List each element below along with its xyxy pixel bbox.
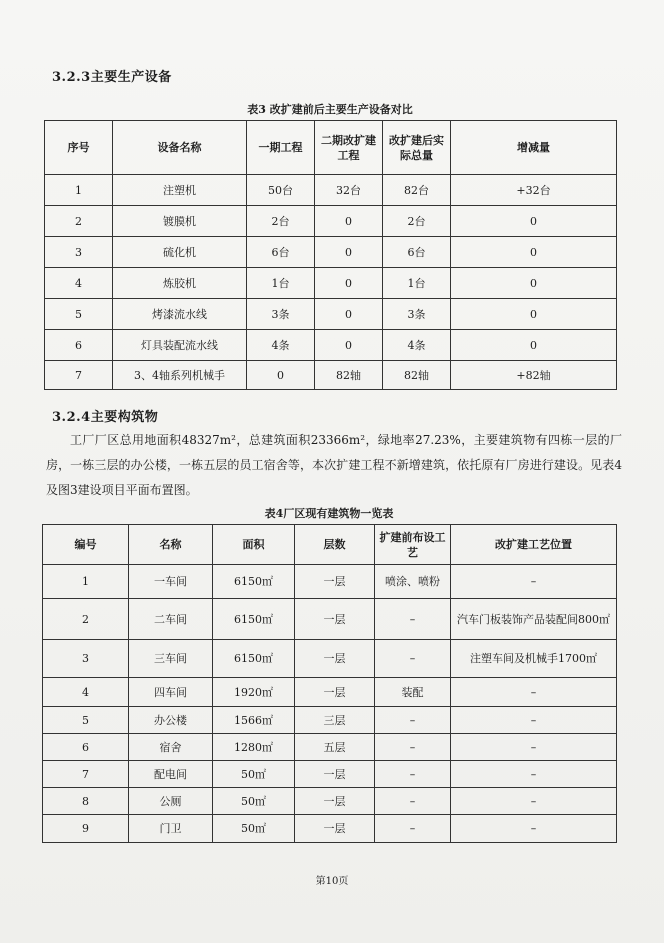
table4-header-cell: 名称: [129, 525, 213, 565]
table-cell: –: [375, 788, 451, 815]
table-row: [45, 175, 617, 206]
table-cell: 镀膜机: [113, 206, 247, 237]
table3-header-cell: 二期改扩建工程: [315, 121, 383, 175]
table-cell: –: [451, 565, 617, 599]
table-cell: 1566㎡: [213, 707, 295, 734]
table-cell: 一层: [295, 565, 375, 599]
table-cell: 4条: [383, 330, 451, 361]
table-cell: 炼胶机: [113, 268, 247, 299]
table3-header-cell: 序号: [45, 121, 113, 175]
table-cell: 5: [43, 707, 129, 734]
table-cell: 2台: [383, 206, 451, 237]
table-cell: –: [451, 815, 617, 843]
table-cell: 一层: [295, 640, 375, 678]
table-cell: 喷涂、喷粉: [375, 565, 451, 599]
table-cell: 50㎡: [213, 815, 295, 843]
table-cell: –: [451, 761, 617, 788]
table-cell: 0: [315, 206, 383, 237]
table-row: [45, 361, 617, 390]
table-cell: 一层: [295, 815, 375, 843]
table-cell: 一层: [295, 761, 375, 788]
table-cell: 注塑车间及机械手1700㎡: [451, 640, 617, 678]
table-cell: 6150㎡: [213, 599, 295, 640]
table-cell: 一车间: [129, 565, 213, 599]
table-cell: 3: [45, 237, 113, 268]
table-cell: 三层: [295, 707, 375, 734]
table3-header-row: [45, 121, 617, 175]
table-cell: 3条: [383, 299, 451, 330]
table-row: [45, 237, 617, 268]
table-cell: 6台: [247, 237, 315, 268]
table3-header-cell: 改扩建后实际总量: [383, 121, 451, 175]
table-cell: 四车间: [129, 678, 213, 707]
table-cell: 4: [45, 268, 113, 299]
equipment-table: [44, 120, 617, 390]
table-cell: 3: [43, 640, 129, 678]
table3-header-cell: 设备名称: [113, 121, 247, 175]
table-cell: –: [451, 788, 617, 815]
table-row: [43, 678, 617, 707]
table-cell: 0: [451, 330, 617, 361]
table3-caption: 表3 改扩建前后主要生产设备对比: [247, 103, 413, 116]
table-cell: 50台: [247, 175, 315, 206]
table-cell: 5: [45, 299, 113, 330]
table-cell: 办公楼: [129, 707, 213, 734]
table-cell: 一层: [295, 599, 375, 640]
table3-header-cell: 一期工程: [247, 121, 315, 175]
table-cell: 0: [315, 299, 383, 330]
table-cell: 公厕: [129, 788, 213, 815]
table-row: [43, 707, 617, 734]
table-cell: 7: [43, 761, 129, 788]
table-row: [43, 640, 617, 678]
table-cell: 6150㎡: [213, 640, 295, 678]
table-cell: 门卫: [129, 815, 213, 843]
table-cell: 0: [315, 268, 383, 299]
table-cell: 82台: [383, 175, 451, 206]
table-cell: 0: [451, 268, 617, 299]
table-row: [45, 330, 617, 361]
table-cell: –: [451, 734, 617, 761]
table-cell: 7: [45, 361, 113, 390]
table-cell: 32台: [315, 175, 383, 206]
table-cell: +32台: [451, 175, 617, 206]
table-cell: 烤漆流水线: [113, 299, 247, 330]
table-cell: –: [375, 599, 451, 640]
table-cell: 五层: [295, 734, 375, 761]
table-cell: 50㎡: [213, 788, 295, 815]
table-cell: 0: [451, 237, 617, 268]
table-cell: –: [375, 707, 451, 734]
table-row: [43, 599, 617, 640]
table-cell: 0: [315, 237, 383, 268]
table-cell: 3、4轴系列机械手: [113, 361, 247, 390]
table-cell: 一层: [295, 678, 375, 707]
table-cell: 装配: [375, 678, 451, 707]
table4-header-cell: 扩建前布设工艺: [375, 525, 451, 565]
table-cell: 50㎡: [213, 761, 295, 788]
table-cell: 1: [45, 175, 113, 206]
table-cell: 宿舍: [129, 734, 213, 761]
table-cell: –: [375, 815, 451, 843]
table-cell: 1: [43, 565, 129, 599]
table-cell: 6: [45, 330, 113, 361]
table-cell: 0: [451, 299, 617, 330]
table4-header-cell: 编号: [43, 525, 129, 565]
table-cell: 6150㎡: [213, 565, 295, 599]
table-cell: 82轴: [383, 361, 451, 390]
table-cell: 一层: [295, 788, 375, 815]
table-cell: 4: [43, 678, 129, 707]
table-row: [45, 206, 617, 237]
section-heading-buildings: 3.2.4主要构筑物: [52, 410, 159, 425]
table-cell: 6: [43, 734, 129, 761]
table-cell: –: [451, 678, 617, 707]
table-cell: 灯具装配流水线: [113, 330, 247, 361]
table3-header-cell: 增减量: [451, 121, 617, 175]
table-cell: 配电间: [129, 761, 213, 788]
table-cell: 2: [45, 206, 113, 237]
table-cell: 注塑机: [113, 175, 247, 206]
table-cell: –: [451, 707, 617, 734]
table-cell: 4条: [247, 330, 315, 361]
table-cell: 二车间: [129, 599, 213, 640]
table-row: [43, 761, 617, 788]
table-cell: –: [375, 734, 451, 761]
table4-caption: 表4厂区现有建筑物一览表: [264, 507, 394, 520]
table-cell: 0: [247, 361, 315, 390]
table-cell: 82轴: [315, 361, 383, 390]
table-cell: 8: [43, 788, 129, 815]
table4-header-cell: 层数: [295, 525, 375, 565]
table-cell: 1920㎡: [213, 678, 295, 707]
table4-header-row: [43, 525, 617, 565]
site-description-paragraph: 工厂厂区总用地面积48327m²，总建筑面积23366m²，绿地率27.23%，主要建筑物有四栋一层的厂房，一栋三层的办公楼，一栋五层的员工宿舍等，本次扩建工程不新增建筑，依托原有厂房进行建设。见表4及图3建设项目平面布置图。: [46, 433, 622, 497]
table-cell: –: [375, 640, 451, 678]
table-row: [43, 734, 617, 761]
table-cell: 汽车门板装饰产品装配间800㎡: [451, 599, 617, 640]
table4-header-cell: 改扩建工艺位置: [451, 525, 617, 565]
table-cell: 1台: [247, 268, 315, 299]
table-row: [43, 788, 617, 815]
table-row: [43, 815, 617, 843]
table-cell: 6台: [383, 237, 451, 268]
table-cell: 1台: [383, 268, 451, 299]
table-cell: 2: [43, 599, 129, 640]
table-cell: 硫化机: [113, 237, 247, 268]
table4-header-cell: 面积: [213, 525, 295, 565]
table-cell: 三车间: [129, 640, 213, 678]
table-cell: –: [375, 761, 451, 788]
table-cell: 2台: [247, 206, 315, 237]
table-cell: 9: [43, 815, 129, 843]
section-heading-equipment: 3.2.3主要生产设备: [52, 70, 172, 85]
table-cell: 3条: [247, 299, 315, 330]
table-cell: 0: [451, 206, 617, 237]
table-row: [43, 565, 617, 599]
table-cell: +82轴: [451, 361, 617, 390]
table-cell: 1280㎡: [213, 734, 295, 761]
page-footer: 第10页: [315, 876, 349, 887]
table-row: [45, 299, 617, 330]
table-cell: 0: [315, 330, 383, 361]
buildings-table: [42, 524, 617, 843]
table-row: [45, 268, 617, 299]
